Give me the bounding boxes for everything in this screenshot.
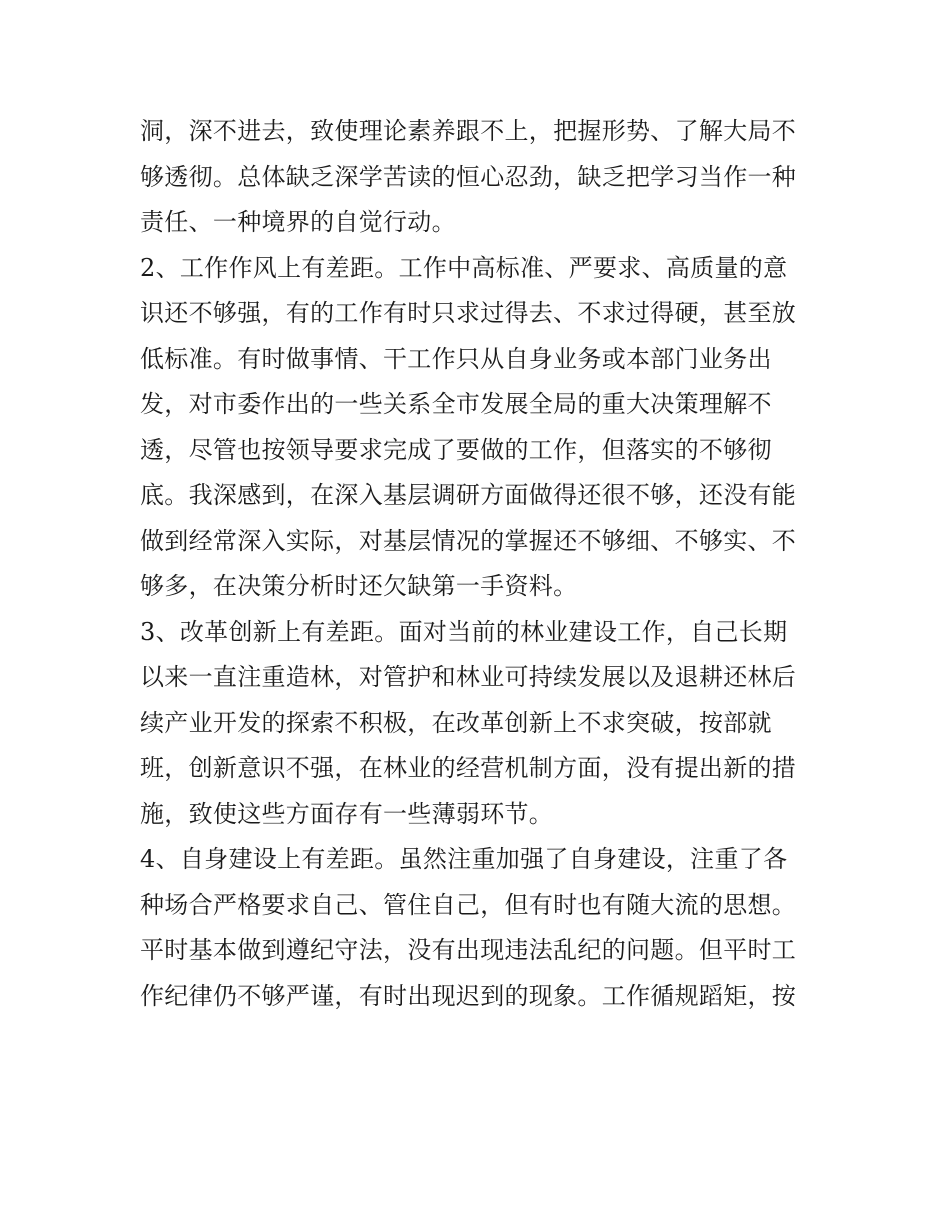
text-line: 做到经常深入实际，对基层情况的掌握还不够细、不够实、不	[140, 526, 797, 555]
text-line: 洞，深不进去，致使理论素养跟不上，把握形势、了解大局不	[140, 117, 797, 145]
text-line: 4、自身建设上有差距。虽然注重加强了自身建设，注重了各	[140, 845, 788, 873]
text-line: 以来一直注重造林，对管护和林业可持续发展以及退耕还林后	[140, 663, 797, 691]
text-line: 透，尽管也按领导要求完成了要做的工作，但落实的不够彻	[140, 435, 772, 464]
text-line: 平时基本做到遵纪守法，没有出现违法乱纪的问题。但平时工	[140, 936, 797, 964]
text-line: 识还不够强，有的工作有时只求过得去、不求过得硬，甚至放	[140, 299, 797, 327]
text-line: 够透彻。总体缺乏深学苦读的恒心忍劲，缺乏把学习当作一种	[140, 162, 797, 191]
text-line: 续产业开发的探索不积极，在改革创新上不求突破，按部就	[140, 708, 772, 737]
text-line: 作纪律仍不够严谨，有时出现迟到的现象。工作循规蹈矩，按	[140, 981, 797, 1010]
text-line: 低标准。有时做事情、干工作只从自身业务或本部门业务出	[140, 344, 772, 373]
text-line: 施，致使这些方面存有一些薄弱环节。	[140, 799, 554, 828]
text-line: 种场合严格要求自己、管住自己，但有时也有随大流的思想。	[140, 890, 797, 919]
text-line: 底。我深感到，在深入基层调研方面做得还很不够，还没有能	[140, 481, 797, 509]
text-line: 班，创新意识不强，在林业的经营机制方面，没有提出新的措	[140, 754, 797, 782]
text-line: 2、工作作风上有差距。工作中高标准、严要求、高质量的意	[140, 253, 788, 282]
text-line: 发，对市委作出的一些关系全市发展全局的重大决策理解不	[140, 390, 772, 418]
text-line: 够多，在决策分析时还欠缺第一手资料。	[140, 572, 578, 600]
text-line: 责任、一种境界的自觉行动。	[140, 208, 456, 236]
body-text	[140, 109, 820, 1019]
text-line: 3、改革创新上有差距。面对当前的林业建设工作，自己长期	[140, 617, 788, 646]
